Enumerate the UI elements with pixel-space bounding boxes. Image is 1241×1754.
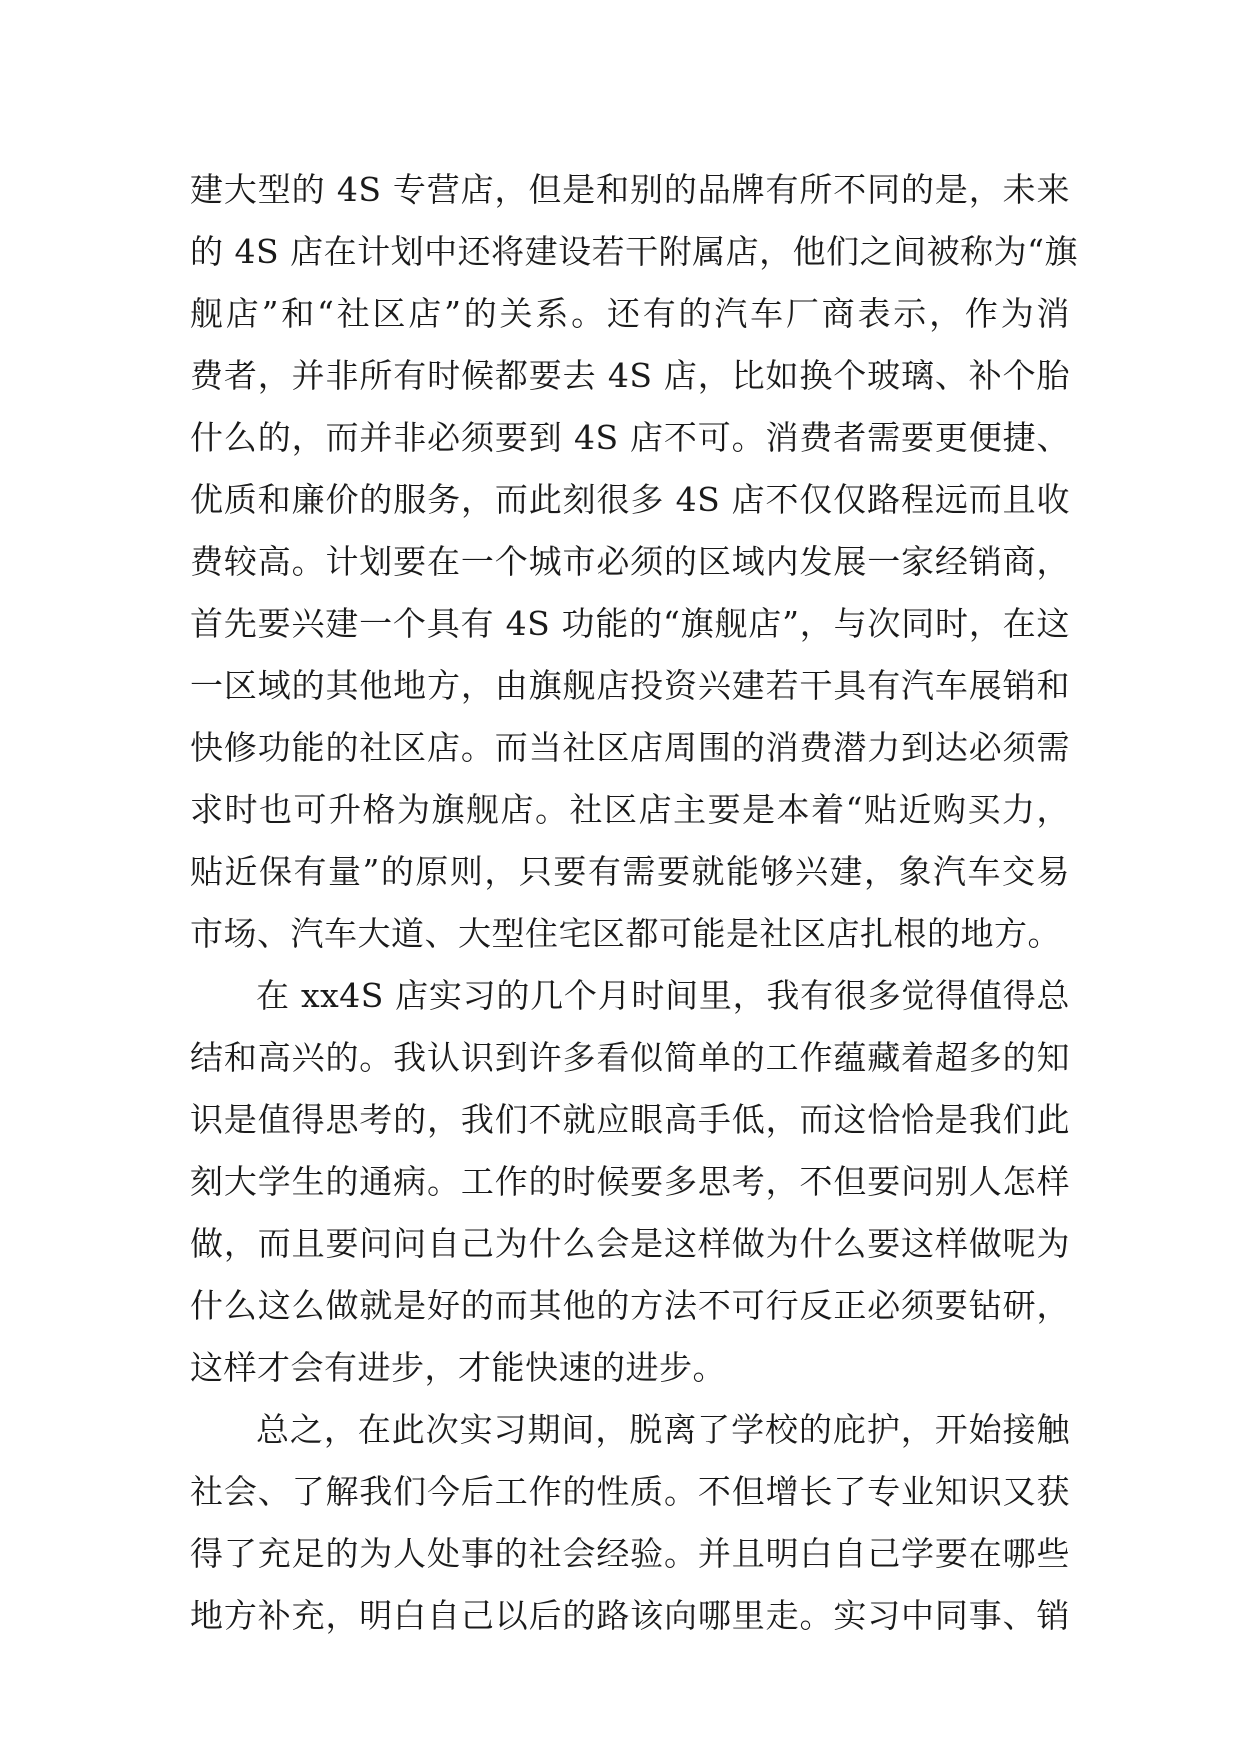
- text-line: 地方补充，明白自己以后的路该向哪里走。实习中同事、销: [190, 1596, 1070, 1635]
- text-line: 什么的，而并非必须要到 4S 店不可。消费者需要更便捷、: [190, 418, 1070, 457]
- text-line: 结和高兴的。我认识到许多看似简单的工作蕴藏着超多的知: [190, 1038, 1070, 1077]
- text-line: 市场、汽车大道、大型住宅区都可能是社区店扎根的地方。: [190, 914, 1061, 953]
- text-line: 快修功能的社区店。而当社区店周围的消费潜力到达必须需: [190, 728, 1070, 767]
- text-line: 社会、了解我们今后工作的性质。不但增长了专业知识又获: [190, 1472, 1070, 1511]
- text-line: 刻大学生的通病。工作的时候要多思考，不但要问别人怎样: [190, 1162, 1070, 1201]
- text-line: 舰店”和“社区店”的关系。还有的汽车厂商表示，作为消: [190, 294, 1070, 333]
- text-line: 建大型的 4S 专营店，但是和别的品牌有所不同的是，未来: [190, 170, 1070, 209]
- text-line: 求时也可升格为旗舰店。社区店主要是本着“贴近购买力，: [190, 790, 1070, 829]
- text-line: 一区域的其他地方，由旗舰店投资兴建若干具有汽车展销和: [190, 666, 1070, 705]
- text-line: 识是值得思考的，我们不就应眼高手低，而这恰恰是我们此: [190, 1100, 1070, 1139]
- text-line: 贴近保有量”的原则，只要有需要就能够兴建，象汽车交易: [190, 852, 1070, 891]
- text-line: 费较高。计划要在一个城市必须的区域内发展一家经销商，: [190, 542, 1070, 581]
- paragraph-first-line: 在 xx4S 店实习的几个月时间里，我有很多觉得值得总: [256, 976, 1070, 1015]
- text-line: 什么这么做就是好的而其他的方法不可行反正必须要钻研，: [190, 1286, 1070, 1325]
- text-line: 的 4S 店在计划中还将建设若干附属店，他们之间被称为“旗: [190, 232, 1078, 271]
- text-line: 优质和廉价的服务，而此刻很多 4S 店不仅仅路程远而且收: [190, 480, 1070, 519]
- text-line: 这样才会有进步，才能快速的进步。: [190, 1348, 726, 1387]
- document-body: [190, 159, 1078, 1647]
- text-line: 得了充足的为人处事的社会经验。并且明白自己学要在哪些: [190, 1534, 1070, 1573]
- text-line: 做，而且要问问自己为什么会是这样做为什么要这样做呢为: [190, 1224, 1070, 1263]
- paragraph-first-line: 总之，在此次实习期间，脱离了学校的庇护，开始接触: [256, 1410, 1070, 1449]
- text-line: 费者，并非所有时候都要去 4S 店，比如换个玻璃、补个胎: [190, 356, 1070, 395]
- text-line: 首先要兴建一个具有 4S 功能的“旗舰店”，与次同时，在这: [190, 604, 1070, 643]
